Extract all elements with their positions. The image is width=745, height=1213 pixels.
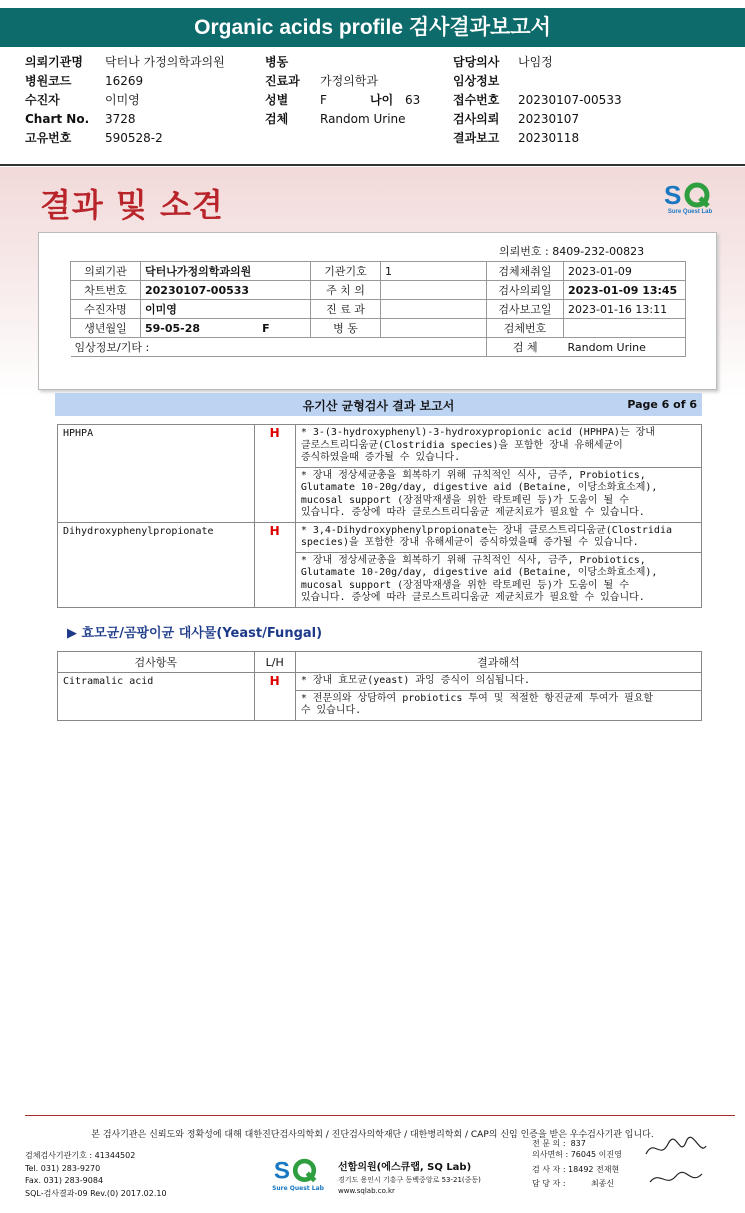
info-value: 16269 bbox=[105, 74, 144, 88]
patient-field-value: 1 bbox=[381, 262, 487, 281]
patient-field-label: 검사보고일 bbox=[487, 300, 564, 319]
lab-address-line: 경기도 용인시 기흥구 동백중앙로 53-21(중동) bbox=[338, 1176, 481, 1184]
info-label: 병동 bbox=[265, 55, 289, 69]
patient-field-value: 20230107-00533 bbox=[141, 281, 311, 300]
table-header-row bbox=[58, 652, 702, 673]
high-flag: H bbox=[254, 673, 295, 721]
interpretation-note: * 3,4-Dihydroxyphenylpropionate는 장내 클로스트리디움균(Clostridia species)을 포함한 장내 유해세균이 증식하였을때 증가될 수 있습니다. bbox=[295, 522, 701, 552]
info-label: 검체 bbox=[265, 112, 289, 126]
info-value: 이미영 bbox=[105, 93, 140, 107]
column-header: 검사항목 bbox=[58, 652, 255, 673]
bacterial-table bbox=[57, 424, 702, 608]
high-flag: H bbox=[254, 522, 295, 607]
patient-field-label: 의뢰기관 bbox=[71, 262, 141, 281]
svg-text:S: S bbox=[664, 180, 682, 210]
info-label: 임상정보 bbox=[453, 74, 500, 88]
report-subtitle: 유기산 균형검사 결과 보고서 bbox=[302, 399, 455, 413]
interpretation-note: * 장내 정상세균총을 회복하기 위해 규칙적인 식사, 금주, Probiotics, Glutamate 10-20g/day, digestive aid (Betaine, 이당소화효소제), mucosal support (장점막재생을 위한 락토페린 등)가 도움이 될 수 있습니다. 증상에 따라 클로스트리디움균 제균치료가 필요할 수 있습니다. bbox=[295, 552, 701, 607]
info-value: 닥터나 가정의학과의원 bbox=[105, 55, 225, 69]
section-title: 결과 및 소견 bbox=[40, 186, 224, 224]
report-title: Organic acids profile 검사결과보고서 bbox=[194, 16, 551, 39]
column-header: 결과해석 bbox=[295, 652, 701, 673]
patient-field-label: 생년월일 bbox=[71, 319, 141, 338]
test-item-name: HPHPA bbox=[58, 425, 255, 523]
footer-sq-logo bbox=[272, 1156, 324, 1194]
report-banner bbox=[55, 393, 702, 416]
specimen-label: 검 체 bbox=[487, 338, 564, 357]
patient-field-value bbox=[381, 281, 487, 300]
signature-line: 전 문 의 : 837 bbox=[532, 1139, 586, 1148]
patient-field-label: 검체채취일 bbox=[487, 262, 564, 281]
patient-field-value bbox=[381, 300, 487, 319]
signature-line: 검 사 자 : 18492 전재현 bbox=[532, 1165, 620, 1174]
interpretation-note: * 장내 효모균(yeast) 과잉 증식이 의심됩니다. bbox=[295, 673, 701, 691]
lab-address bbox=[338, 1175, 481, 1197]
request-number: 의뢰번호 : 8409-232-00823 bbox=[499, 245, 645, 258]
info-label: 수진자 bbox=[25, 93, 60, 107]
signature-line: 담 당 자 : 최종신 bbox=[532, 1179, 615, 1188]
patient-field-label: 진 료 과 bbox=[311, 300, 381, 319]
info-value: 가정의학과 bbox=[320, 74, 378, 88]
patient-field-value: 2023-01-09 bbox=[564, 262, 686, 281]
patient-field-label: 검사의뢰일 bbox=[487, 281, 564, 300]
signature-marks bbox=[640, 1134, 710, 1192]
info-value: 나임정 bbox=[518, 55, 553, 69]
sex: F bbox=[262, 321, 270, 335]
info-label: 접수번호 bbox=[453, 93, 500, 107]
patient-field-value bbox=[141, 319, 311, 338]
clinical-info bbox=[71, 338, 487, 357]
yeast-table bbox=[57, 651, 702, 721]
logo-text: Sure Quest Lab bbox=[667, 209, 713, 215]
patient-table bbox=[70, 261, 686, 357]
patient-field-value bbox=[564, 319, 686, 338]
signature-line: 의사면허 : 76045 이진영 bbox=[532, 1150, 622, 1159]
info-label: 검사의뢰 bbox=[453, 112, 500, 126]
svg-text:S: S bbox=[273, 1157, 290, 1185]
patient-field-value: 닥터나가정의학과의원 bbox=[141, 262, 311, 281]
info-value: 20230118 bbox=[518, 131, 580, 145]
test-item-name: Dihydroxyphenylpropionate bbox=[58, 522, 255, 607]
patient-field-label: 검체번호 bbox=[487, 319, 564, 338]
test-item-name: Citramalic acid bbox=[58, 673, 255, 721]
patient-field-label: 기관기호 bbox=[311, 262, 381, 281]
interpretation-note: * 장내 정상세균총을 회복하기 위해 규칙적인 식사, 금주, Probiotics, Glutamate 10-20g/day, digestive aid (Betaine, 이당소화효소제), mucosal support (장점막재생을 위한 락토페린 등)가 도움이 될 수 있습니다. 증상에 따라 클로스트리디움균 제균치료가 필요할 수 있습니다. bbox=[295, 467, 701, 522]
patient-field-label: 주 치 의 bbox=[311, 281, 381, 300]
footer-divider bbox=[25, 1115, 735, 1116]
high-flag: H bbox=[254, 425, 295, 523]
info-label: 진료과 bbox=[265, 74, 300, 88]
patient-info-box bbox=[38, 232, 717, 390]
sq-logo bbox=[662, 180, 718, 220]
patient-field-value: 2023-01-16 13:11 bbox=[564, 300, 686, 319]
page-indicator: Page 6 of 6 bbox=[627, 398, 697, 411]
facility-line: SQL-검사결과-09 Rev.(0) 2017.02.10 bbox=[25, 1188, 167, 1198]
patient-summary bbox=[0, 53, 745, 153]
result-row bbox=[58, 522, 702, 552]
info-label: 의뢰기관명 bbox=[25, 55, 83, 69]
info-value: Random Urine bbox=[320, 112, 406, 126]
info-label: 성별 bbox=[265, 93, 289, 107]
footer-logo-text: Sure Quest Lab bbox=[272, 1185, 324, 1192]
report-header-bar bbox=[0, 8, 745, 47]
info-value: 590528-2 bbox=[105, 131, 163, 145]
info-value: 20230107-00533 bbox=[518, 93, 622, 107]
interpretation-note: * 전문의와 상담하여 probiotics 투여 및 적절한 항진균제 투여가 필요할 수 있습니다. bbox=[295, 690, 701, 720]
facility-line: 검체검사기관기호 : 41344502 bbox=[25, 1151, 136, 1160]
lab-name: 선함의원(에스큐랩, SQ Lab) bbox=[338, 1162, 472, 1173]
info-value: 20230107 bbox=[518, 112, 580, 126]
yeast-heading: ▶ 효모균/곰팡이균 대사물(Yeast/Fungal) bbox=[67, 626, 323, 641]
patient-field-value bbox=[381, 319, 487, 338]
facility-line: Tel. 031) 283-9270 bbox=[25, 1163, 101, 1173]
info-label: 고유번호 bbox=[25, 131, 72, 145]
info-value: 3728 bbox=[105, 112, 136, 126]
info-label: 결과보고 bbox=[453, 131, 500, 145]
info-label: Chart No. bbox=[25, 112, 90, 126]
column-header: L/H bbox=[254, 652, 295, 673]
header-divider bbox=[0, 164, 745, 166]
patient-field-label: 병 동 bbox=[311, 319, 381, 338]
facility-info bbox=[25, 1150, 167, 1200]
result-row bbox=[58, 673, 702, 691]
info-value: 63 bbox=[405, 93, 421, 107]
info-value: F bbox=[320, 93, 327, 107]
patient-field-value: 이미영 bbox=[141, 300, 311, 319]
result-row bbox=[58, 425, 702, 468]
lab-address-line: www.sqlab.co.kr bbox=[338, 1187, 395, 1195]
interpretation-note: * 3-(3-hydroxyphenyl)-3-hydroxypropionic acid (HPHPA)는 장내 클로스트리디움균(Clostridia species)을 포함한 장내 유해세균이 증식하였을때 증가될 수 있습니다. bbox=[295, 425, 701, 468]
info-label: 나이 bbox=[370, 93, 394, 107]
accreditation-note: 본 검사기관은 신뢰도와 정확성에 대해 대한진단검사의학회 / 진단검사의학재단 / 대한병리학회 / CAP의 신임 인증을 받은 우수검사기관 입니다. bbox=[91, 1130, 654, 1140]
info-label: 병원코드 bbox=[25, 74, 72, 88]
patient-field-label: 수진자명 bbox=[71, 300, 141, 319]
birthdate: 59-05-28 bbox=[145, 321, 201, 335]
info-label: 담당의사 bbox=[453, 55, 500, 69]
specimen-value: Random Urine bbox=[564, 338, 686, 357]
clinical-info-label: 임상정보/기타 : bbox=[74, 341, 150, 354]
patient-field-value: 2023-01-09 13:45 bbox=[564, 281, 686, 300]
patient-field-label: 차트번호 bbox=[71, 281, 141, 300]
facility-line: Fax. 031) 283-9084 bbox=[25, 1176, 104, 1185]
